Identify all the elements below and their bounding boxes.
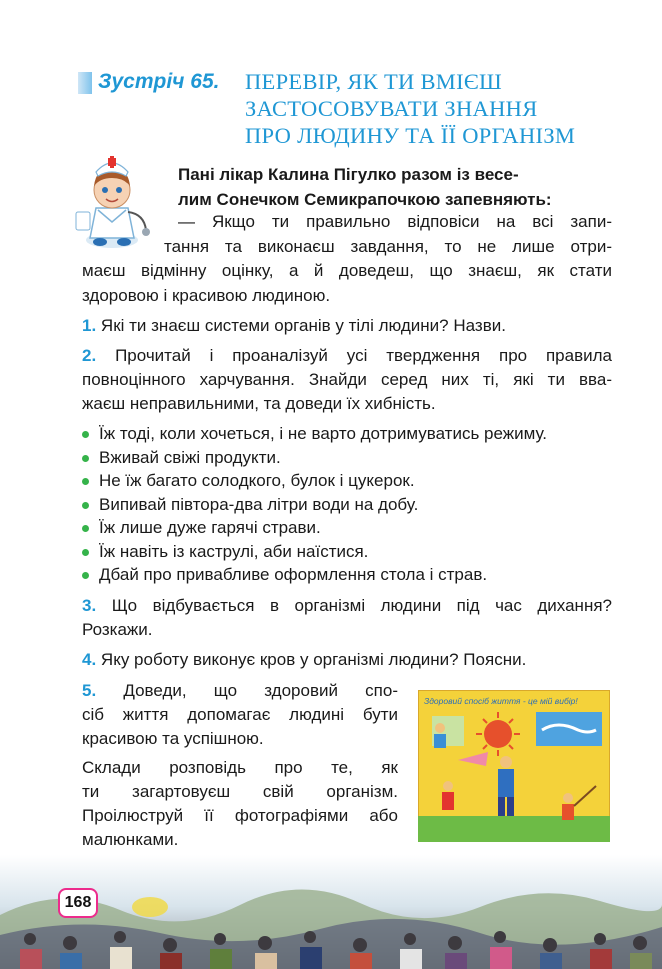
question-4 (82, 648, 526, 672)
lesson-title-line: ЗАСТОСОВУВАТИ ЗНАННЯ (245, 96, 538, 121)
question-number: 2. (82, 346, 97, 365)
question-line: малюнками. (82, 830, 179, 849)
intro-heading-line: Пані лікар Калина Пігулко разом із весе- (178, 165, 519, 184)
question-line: жаєш неправильними, та доведи їх хибність. (82, 394, 436, 413)
question-1 (82, 314, 506, 338)
question-text: Які ти знаєш системи органів у тілі людини? Назви. (100, 316, 506, 335)
list-item: Випивай півтора-два літри води на добу. (82, 493, 622, 517)
list-item: Вживай свіжі продукти. (82, 446, 622, 470)
question-line (82, 344, 612, 368)
lesson-title (245, 68, 645, 149)
question-number: 3. (82, 596, 97, 615)
question-line: сіб життя допомагає людині бути (82, 705, 398, 724)
question-line: Проілюструй її фотографіями або (82, 806, 398, 825)
list-item: Їж лише дуже гарячі страви. (82, 516, 622, 540)
question-text: Яку роботу виконує кров у організмі людини? Поясни. (100, 650, 527, 669)
lesson-label: Зустріч 65. (98, 70, 220, 93)
question-2 (82, 344, 612, 416)
nutrition-rules-list (82, 422, 622, 587)
crowd-photo-footer (0, 855, 662, 969)
question-text: Доведи, що здоровий спо- (123, 681, 398, 700)
question-text: Прочитай і проаналізуй усі твердження про правила (115, 346, 612, 365)
question-line: Розкажи. (82, 620, 153, 639)
question-5-task (82, 756, 398, 852)
poster-caption: Здоровий спосіб життя - це мій вибір! (424, 696, 578, 706)
intro-line: — Якщо ти правильно відповіси на всі запи- (178, 212, 612, 231)
lesson-title-line: ПЕРЕВІР, ЯК ТИ ВМІЄШ (245, 69, 503, 94)
question-5 (82, 679, 398, 751)
question-text: Що відбувається в організмі людини під час дихання? (111, 596, 612, 615)
question-line (82, 594, 612, 618)
intro-line: здоровою і красивою людиною. (82, 285, 331, 305)
question-line (82, 679, 398, 703)
header-accent-bar (78, 72, 92, 94)
list-item: Дбай про привабливе оформлення стола і страв. (82, 563, 622, 587)
intro-heading-line: лим Сонечком Семикрапочкою запевняють: (178, 190, 552, 209)
list-item: Їж тоді, коли хочеться, і не варто дотримуватись режиму. (82, 422, 622, 446)
lesson-title-line: ПРО ЛЮДИНУ ТА ЇЇ ОРГАНІЗМ (245, 123, 576, 148)
question-number: 4. (82, 650, 97, 669)
intro-text (82, 210, 612, 308)
healthy-lifestyle-poster (418, 690, 610, 842)
question-line: повноцінного харчування. Знайди серед них ті, які ти вва- (82, 370, 612, 389)
question-line: Склади розповідь про те, як (82, 758, 398, 777)
list-item: Не їж багато солодкого, булок і цукерок. (82, 469, 622, 493)
intro-heading (178, 162, 608, 212)
page-number: 168 (58, 888, 98, 918)
question-line: ти загартовуєш свій організм. (82, 782, 398, 801)
question-number: 1. (82, 316, 97, 335)
question-line: красивою та успішною. (82, 729, 264, 748)
intro-line: тання та виконаєш завдання, то не лише отри- (164, 236, 612, 256)
question-number: 5. (82, 681, 97, 700)
question-3 (82, 594, 612, 642)
intro-line: маєш відмінну оцінку, а й доведеш, що знаєш, як стати (82, 261, 612, 280)
list-item: Їж навіть із каструлі, аби наїстися. (82, 540, 622, 564)
